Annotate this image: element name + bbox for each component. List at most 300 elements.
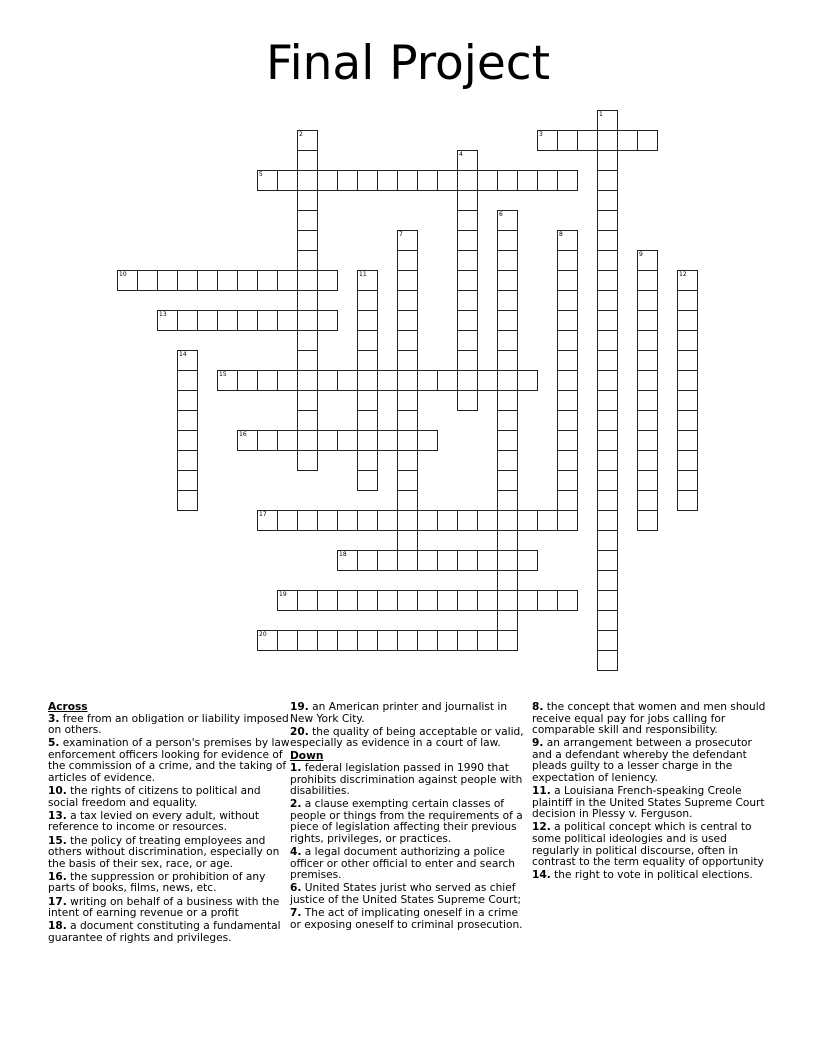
grid-cell[interactable]	[317, 430, 338, 451]
grid-cell[interactable]	[597, 450, 618, 471]
grid-cell[interactable]	[237, 430, 258, 451]
grid-cell[interactable]	[497, 370, 518, 391]
grid-cell[interactable]	[297, 130, 318, 151]
grid-cell[interactable]	[677, 430, 698, 451]
grid-cell[interactable]	[397, 630, 418, 651]
grid-cell[interactable]	[477, 550, 498, 571]
grid-cell[interactable]	[317, 510, 338, 531]
grid-cell[interactable]	[437, 510, 458, 531]
grid-cell[interactable]	[397, 230, 418, 251]
grid-cell[interactable]	[397, 510, 418, 531]
grid-cell[interactable]	[437, 630, 458, 651]
grid-cell[interactable]	[337, 510, 358, 531]
grid-cell[interactable]	[597, 590, 618, 611]
grid-cell[interactable]	[637, 410, 658, 431]
grid-cell[interactable]	[557, 470, 578, 491]
grid-cell[interactable]	[677, 290, 698, 311]
grid-cell[interactable]	[437, 370, 458, 391]
grid-cell[interactable]	[497, 270, 518, 291]
clue-across-3	[48, 714, 290, 737]
grid-cell[interactable]	[457, 630, 478, 651]
grid-cell[interactable]	[597, 550, 618, 571]
grid-cell[interactable]	[377, 430, 398, 451]
grid-cell[interactable]	[557, 290, 578, 311]
grid-cell[interactable]	[557, 310, 578, 331]
grid-cell[interactable]	[597, 510, 618, 531]
grid-cell[interactable]	[177, 310, 198, 331]
grid-cell[interactable]	[457, 150, 478, 171]
grid-cell[interactable]	[377, 590, 398, 611]
grid-cell[interactable]	[457, 170, 478, 191]
grid-cell[interactable]	[637, 370, 658, 391]
grid-cell[interactable]	[337, 630, 358, 651]
clue-across-20	[290, 727, 532, 750]
grid-cell[interactable]	[597, 190, 618, 211]
grid-cell[interactable]	[397, 310, 418, 331]
grid-cell[interactable]	[337, 550, 358, 571]
cell-number: 17	[259, 511, 267, 518]
grid-cell[interactable]	[397, 530, 418, 551]
grid-cell[interactable]	[537, 510, 558, 531]
grid-cell[interactable]	[297, 250, 318, 271]
grid-cell[interactable]	[497, 630, 518, 651]
grid-cell[interactable]	[557, 390, 578, 411]
grid-cell[interactable]	[277, 590, 298, 611]
grid-cell[interactable]	[457, 310, 478, 331]
grid-cell[interactable]	[637, 310, 658, 331]
grid-cell[interactable]	[477, 510, 498, 531]
grid-cell[interactable]	[417, 370, 438, 391]
grid-cell[interactable]	[597, 370, 618, 391]
grid-cell[interactable]	[477, 590, 498, 611]
grid-cell[interactable]	[297, 210, 318, 231]
grid-cell[interactable]	[197, 270, 218, 291]
grid-cell[interactable]	[397, 170, 418, 191]
grid-cell[interactable]	[437, 550, 458, 571]
grid-cell[interactable]	[597, 410, 618, 431]
grid-cell[interactable]	[397, 370, 418, 391]
grid-cell[interactable]	[397, 490, 418, 511]
cell-number: 4	[459, 151, 463, 158]
grid-cell[interactable]	[117, 270, 138, 291]
grid-cell[interactable]	[357, 550, 378, 571]
grid-cell[interactable]	[297, 150, 318, 171]
grid-cell[interactable]	[257, 630, 278, 651]
grid-cell[interactable]	[637, 450, 658, 471]
grid-cell[interactable]	[557, 410, 578, 431]
grid-cell[interactable]	[257, 270, 278, 291]
grid-cell[interactable]	[457, 290, 478, 311]
clue-number: 18.	[48, 920, 67, 933]
grid-cell[interactable]	[437, 590, 458, 611]
grid-cell[interactable]	[457, 590, 478, 611]
clue-number: 9.	[532, 737, 544, 750]
grid-cell[interactable]	[597, 650, 618, 671]
grid-cell[interactable]	[337, 170, 358, 191]
grid-cell[interactable]	[497, 330, 518, 351]
grid-cell[interactable]	[557, 350, 578, 371]
grid-cell[interactable]	[457, 370, 478, 391]
grid-cell[interactable]	[677, 470, 698, 491]
grid-cell[interactable]	[557, 490, 578, 511]
clue-across-16	[48, 872, 290, 895]
grid-cell[interactable]	[257, 370, 278, 391]
grid-cell[interactable]	[297, 290, 318, 311]
grid-cell[interactable]	[637, 510, 658, 531]
grid-cell[interactable]	[217, 310, 238, 331]
grid-cell[interactable]	[297, 190, 318, 211]
grid-cell[interactable]	[457, 190, 478, 211]
clue-number: 2.	[290, 798, 302, 811]
grid-cell[interactable]	[277, 310, 298, 331]
grid-cell[interactable]	[497, 490, 518, 511]
grid-cell[interactable]	[297, 590, 318, 611]
grid-cell[interactable]	[137, 270, 158, 291]
grid-cell[interactable]	[597, 310, 618, 331]
grid-cell[interactable]	[597, 150, 618, 171]
grid-cell[interactable]	[317, 270, 338, 291]
grid-cell[interactable]	[497, 290, 518, 311]
grid-cell[interactable]	[257, 430, 278, 451]
grid-cell[interactable]	[417, 590, 438, 611]
grid-cell[interactable]	[597, 210, 618, 231]
grid-cell[interactable]	[217, 370, 238, 391]
grid-cell[interactable]	[357, 350, 378, 371]
grid-cell[interactable]	[557, 590, 578, 611]
grid-cell[interactable]	[237, 270, 258, 291]
grid-cell[interactable]	[417, 630, 438, 651]
grid-cell[interactable]	[397, 470, 418, 491]
grid-cell[interactable]	[277, 510, 298, 531]
grid-cell[interactable]	[497, 410, 518, 431]
grid-cell[interactable]	[637, 470, 658, 491]
grid-cell[interactable]	[357, 370, 378, 391]
grid-cell[interactable]	[337, 430, 358, 451]
clue-number: 7.	[290, 907, 302, 920]
grid-cell[interactable]	[277, 430, 298, 451]
grid-cell[interactable]	[317, 590, 338, 611]
grid-cell[interactable]	[597, 110, 618, 131]
grid-cell[interactable]	[617, 130, 638, 151]
grid-cell[interactable]	[597, 250, 618, 271]
grid-cell[interactable]	[677, 310, 698, 331]
grid-cell[interactable]	[297, 410, 318, 431]
grid-cell[interactable]	[357, 390, 378, 411]
grid-cell[interactable]	[397, 550, 418, 571]
grid-cell[interactable]	[537, 590, 558, 611]
grid-cell[interactable]	[457, 210, 478, 231]
grid-cell[interactable]	[597, 610, 618, 631]
grid-cell[interactable]	[457, 550, 478, 571]
grid-cell[interactable]	[457, 350, 478, 371]
grid-cell[interactable]	[357, 310, 378, 331]
grid-cell[interactable]	[157, 310, 178, 331]
grid-cell[interactable]	[377, 630, 398, 651]
grid-cell[interactable]	[677, 350, 698, 371]
grid-cell[interactable]	[297, 230, 318, 251]
grid-cell[interactable]	[397, 410, 418, 431]
grid-cell[interactable]	[357, 170, 378, 191]
grid-cell[interactable]	[497, 530, 518, 551]
clue-text: a document constituting a fundamental guarantee of rights and privileges.	[48, 920, 281, 944]
grid-cell[interactable]	[457, 230, 478, 251]
grid-cell[interactable]	[477, 630, 498, 651]
grid-cell[interactable]	[257, 510, 278, 531]
grid-cell[interactable]	[317, 370, 338, 391]
grid-cell[interactable]	[457, 390, 478, 411]
grid-cell[interactable]	[557, 270, 578, 291]
grid-cell[interactable]	[637, 290, 658, 311]
grid-cell[interactable]	[297, 330, 318, 351]
grid-cell[interactable]	[557, 430, 578, 451]
grid-cell[interactable]	[457, 330, 478, 351]
grid-cell[interactable]	[637, 330, 658, 351]
grid-cell[interactable]	[357, 630, 378, 651]
clue-number: 14.	[532, 869, 551, 882]
grid-cell[interactable]	[597, 270, 618, 291]
grid-cell[interactable]	[297, 310, 318, 331]
clue-text: a tax levied on every adult, without reference to income or resources.	[48, 809, 260, 834]
grid-cell[interactable]	[497, 550, 518, 571]
grid-cell[interactable]	[177, 270, 198, 291]
grid-cell[interactable]	[317, 310, 338, 331]
grid-cell[interactable]	[677, 370, 698, 391]
grid-cell[interactable]	[497, 430, 518, 451]
grid-cell[interactable]	[517, 370, 538, 391]
grid-cell[interactable]	[177, 370, 198, 391]
grid-cell[interactable]	[497, 390, 518, 411]
grid-cell[interactable]	[637, 270, 658, 291]
grid-cell[interactable]	[257, 170, 278, 191]
grid-cell[interactable]	[297, 630, 318, 651]
grid-cell[interactable]	[397, 350, 418, 371]
grid-cell[interactable]	[177, 350, 198, 371]
clue-number: 13.	[48, 809, 67, 822]
grid-cell[interactable]	[157, 270, 178, 291]
grid-cell[interactable]	[497, 590, 518, 611]
grid-cell[interactable]	[497, 310, 518, 331]
clue-across-13	[48, 811, 290, 834]
grid-cell[interactable]	[257, 310, 278, 331]
grid-cell[interactable]	[637, 490, 658, 511]
grid-cell[interactable]	[177, 450, 198, 471]
grid-cell[interactable]	[417, 510, 438, 531]
grid-cell[interactable]	[597, 430, 618, 451]
grid-cell[interactable]	[237, 310, 258, 331]
grid-cell[interactable]	[297, 430, 318, 451]
clues-column-3	[532, 702, 774, 883]
grid-cell[interactable]	[597, 530, 618, 551]
grid-cell[interactable]	[497, 610, 518, 631]
grid-cell[interactable]	[297, 170, 318, 191]
clue-text: the rights of citizens to political and social freedom and equality.	[48, 785, 261, 809]
cell-number: 9	[639, 251, 643, 258]
grid-cell[interactable]	[557, 330, 578, 351]
grid-cell[interactable]	[317, 170, 338, 191]
grid-cell[interactable]	[517, 170, 538, 191]
grid-cell[interactable]	[497, 170, 518, 191]
grid-cell[interactable]	[397, 430, 418, 451]
clue-number: 20.	[290, 725, 309, 738]
grid-cell[interactable]	[357, 290, 378, 311]
grid-cell[interactable]	[277, 270, 298, 291]
grid-cell[interactable]	[397, 390, 418, 411]
grid-cell[interactable]	[677, 450, 698, 471]
grid-cell[interactable]	[357, 330, 378, 351]
grid-cell[interactable]	[297, 370, 318, 391]
grid-cell[interactable]	[277, 370, 298, 391]
cell-number: 5	[259, 171, 263, 178]
clue-down-14	[532, 870, 774, 882]
grid-cell[interactable]	[557, 250, 578, 271]
grid-cell[interactable]	[597, 630, 618, 651]
clue-across-19	[290, 702, 532, 725]
grid-cell[interactable]	[597, 170, 618, 191]
grid-cell[interactable]	[357, 450, 378, 471]
grid-cell[interactable]	[397, 250, 418, 271]
grid-cell[interactable]	[217, 270, 238, 291]
grid-cell[interactable]	[357, 430, 378, 451]
grid-cell[interactable]	[417, 170, 438, 191]
grid-cell[interactable]	[297, 390, 318, 411]
grid-cell[interactable]	[357, 270, 378, 291]
clue-text: a Louisiana French-speaking Creole plaintiff in the United States Supreme Court decision in Plessy v. Ferguson.	[532, 785, 765, 821]
clue-down-7	[290, 908, 532, 931]
grid-cell[interactable]	[597, 570, 618, 591]
grid-cell[interactable]	[497, 230, 518, 251]
grid-cell[interactable]	[557, 450, 578, 471]
grid-cell[interactable]	[537, 130, 558, 151]
grid-cell[interactable]	[677, 490, 698, 511]
grid-cell[interactable]	[377, 510, 398, 531]
grid-cell[interactable]	[637, 130, 658, 151]
grid-cell[interactable]	[517, 550, 538, 571]
grid-cell[interactable]	[557, 130, 578, 151]
grid-cell[interactable]	[597, 350, 618, 371]
grid-cell[interactable]	[297, 450, 318, 471]
grid-cell[interactable]	[497, 570, 518, 591]
clue-number: 6.	[290, 882, 302, 895]
grid-cell[interactable]	[357, 590, 378, 611]
grid-cell[interactable]	[597, 130, 618, 151]
grid-cell[interactable]	[197, 310, 218, 331]
grid-cell[interactable]	[497, 510, 518, 531]
cell-number: 8	[559, 231, 563, 238]
grid-cell[interactable]	[417, 430, 438, 451]
grid-cell[interactable]	[637, 350, 658, 371]
grid-cell[interactable]	[457, 270, 478, 291]
grid-cell[interactable]	[397, 270, 418, 291]
clue-number: 5.	[48, 737, 60, 750]
grid-cell[interactable]	[677, 330, 698, 351]
grid-cell[interactable]	[597, 330, 618, 351]
cell-number: 18	[339, 551, 347, 558]
grid-cell[interactable]	[497, 350, 518, 371]
clue-across-17	[48, 897, 290, 920]
cell-number: 10	[119, 271, 127, 278]
grid-cell[interactable]	[377, 550, 398, 571]
grid-cell[interactable]	[497, 470, 518, 491]
grid-cell[interactable]	[177, 410, 198, 431]
grid-cell[interactable]	[537, 170, 558, 191]
clue-number: 15.	[48, 834, 67, 847]
grid-cell[interactable]	[577, 130, 598, 151]
grid-cell[interactable]	[337, 370, 358, 391]
clue-number: 4.	[290, 846, 302, 859]
clue-text: The act of implicating oneself in a crime or exposing oneself to criminal prosecution.	[290, 907, 523, 931]
grid-cell[interactable]	[597, 470, 618, 491]
grid-cell[interactable]	[557, 370, 578, 391]
grid-cell[interactable]	[457, 510, 478, 531]
grid-cell[interactable]	[277, 170, 298, 191]
grid-cell[interactable]	[337, 590, 358, 611]
grid-cell[interactable]	[597, 390, 618, 411]
grid-cell[interactable]	[397, 330, 418, 351]
grid-cell[interactable]	[677, 270, 698, 291]
grid-cell[interactable]	[397, 590, 418, 611]
clue-text: a legal document authorizing a police officer or other official to enter and search premises.	[290, 846, 515, 882]
grid-cell[interactable]	[517, 510, 538, 531]
grid-cell[interactable]	[497, 450, 518, 471]
clue-across-5	[48, 738, 290, 784]
grid-cell[interactable]	[297, 510, 318, 531]
grid-cell[interactable]	[457, 250, 478, 271]
grid-cell[interactable]	[377, 170, 398, 191]
grid-cell[interactable]	[677, 410, 698, 431]
grid-cell[interactable]	[397, 450, 418, 471]
grid-cell[interactable]	[637, 430, 658, 451]
grid-cell[interactable]	[437, 170, 458, 191]
grid-cell[interactable]	[637, 250, 658, 271]
clue-down-6	[290, 883, 532, 906]
grid-cell[interactable]	[177, 430, 198, 451]
grid-cell[interactable]	[177, 390, 198, 411]
clue-across-10	[48, 786, 290, 809]
grid-cell[interactable]	[557, 170, 578, 191]
grid-cell[interactable]	[177, 470, 198, 491]
grid-cell[interactable]	[417, 550, 438, 571]
across-heading: Across	[48, 701, 88, 713]
grid-cell[interactable]	[637, 390, 658, 411]
grid-cell[interactable]	[397, 290, 418, 311]
grid-cell[interactable]	[377, 370, 398, 391]
clue-text: free from an obligation or liability imposed on others.	[48, 712, 289, 737]
grid-cell[interactable]	[597, 230, 618, 251]
grid-cell[interactable]	[357, 410, 378, 431]
cell-number: 20	[259, 631, 267, 638]
grid-cell[interactable]	[497, 210, 518, 231]
grid-cell[interactable]	[557, 230, 578, 251]
grid-cell[interactable]	[677, 390, 698, 411]
grid-cell[interactable]	[597, 490, 618, 511]
grid-cell[interactable]	[517, 590, 538, 611]
grid-cell[interactable]	[317, 630, 338, 651]
grid-cell[interactable]	[597, 290, 618, 311]
grid-cell[interactable]	[477, 170, 498, 191]
grid-cell[interactable]	[297, 350, 318, 371]
grid-cell[interactable]	[557, 510, 578, 531]
grid-cell[interactable]	[237, 370, 258, 391]
clue-number: 3.	[48, 712, 60, 725]
grid-cell[interactable]	[357, 470, 378, 491]
grid-cell[interactable]	[357, 510, 378, 531]
grid-cell[interactable]	[477, 370, 498, 391]
grid-cell[interactable]	[497, 250, 518, 271]
grid-cell[interactable]	[277, 630, 298, 651]
cell-number: 11	[359, 271, 367, 278]
grid-cell[interactable]	[297, 270, 318, 291]
grid-cell[interactable]	[177, 490, 198, 511]
